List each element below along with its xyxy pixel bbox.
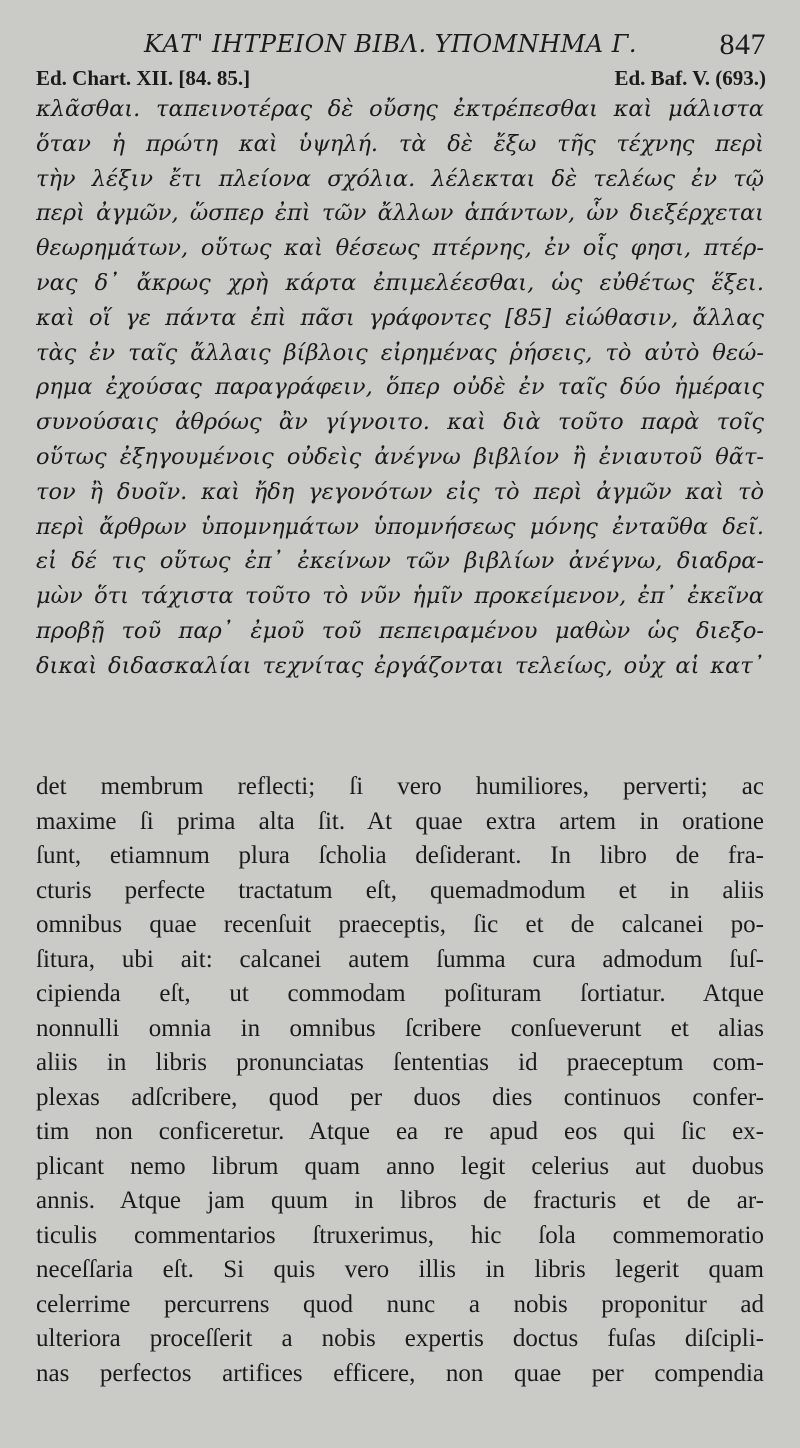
greek-line: νας δ᾽ ἄκρως χρὴ κάρτα ἐπιμελέεσθαι, ὡς εὐθέτως ἕξει.: [36, 269, 764, 296]
latin-line: nas perfectos artifices efficere, non quae per compendia: [36, 1359, 764, 1387]
greek-line: οὕτως ἐξηγουμένοις οὐδεὶς ἀνέγνω βιβλίον ἢ ἐνιαυτοῦ θᾶτ-: [36, 443, 764, 470]
latin-line: det membrum reflecti; ſi vero humiliores, perverti; ac: [36, 773, 764, 800]
latin-line: ſitura, ubi ait: calcanei autem ſumma cura admodum ſuſ-: [36, 945, 764, 973]
latin-line: ſunt, etiamnum plura ſcholia deſiderant. In libro de fra-: [36, 842, 764, 869]
greek-line: κλᾶσθαι. ταπεινοτέρας δὲ οὔσης ἐκτρέπεσθαι καὶ μάλιστα: [36, 96, 764, 122]
edition-left: Ed. Chart. XII. [84. 85.]: [36, 66, 251, 90]
greek-line: τὰς ἐν ταῖς ἄλλαις βίβλοις εἰρημένας ῥήσεις, τὸ αὐτὸ θεώ-: [36, 339, 764, 366]
latin-line: cipienda eſt, ut commodam poſituram ſortiatur. Atque: [36, 980, 764, 1007]
latin-text-block: [36, 770, 764, 1391]
greek-line: μὼν ὅτι τάχιστα τοῦτο τὸ νῦν ἡμῖν προκείμενον, ἐπ᾽ ἐκεῖνα: [36, 583, 764, 610]
greek-line: προβῇ τοῦ παρ᾽ ἐμοῦ τοῦ πεπειραμένου μαθὼν ὡς διεξο-: [36, 617, 764, 644]
greek-line: τον ἢ δυοῖν. καὶ ἤδη γεγονότων εἰς τὸ περὶ ἀγμῶν καὶ τὸ: [36, 478, 764, 505]
latin-line: annis. Atque jam quum in libros de fracturis et de ar-: [36, 1187, 764, 1214]
greek-text-block: [36, 92, 764, 684]
latin-line: aliis in libris pronunciatas ſententias id praeceptum com-: [36, 1049, 764, 1076]
greek-line: περὶ ἀγμῶν, ὥσπερ ἐπὶ τῶν ἄλλων ἁπάντων, ὧν διεξέρχεται: [36, 200, 764, 227]
greek-line: θεωρημάτων, οὕτως καὶ θέσεως πτέρνης, ἐν οἷς φησι, πτέρ-: [36, 235, 764, 262]
page-number: 847: [719, 28, 766, 61]
latin-line: plicant nemo librum quam anno legit celerius aut duobus: [36, 1152, 764, 1180]
latin-line: cturis perfecte tractatum eſt, quemadmodum et in aliis: [36, 876, 764, 904]
running-title: ΚΑΤ' ΙΗΤΡΕΙΟΝ ΒΙΒΛ. ΥΠΟΜΝΗΜΑ Γ.: [144, 30, 637, 58]
latin-line: celerrime percurrens quod nunc a nobis proponitur ad: [36, 1290, 764, 1318]
greek-line: δικαὶ διδασκαλίαι τεχνίτας ἐργάζονται τελείως, οὐχ αἱ κατ᾽: [36, 652, 764, 679]
latin-line: nonnulli omnia in omnibus ſcribere conſueverunt et alias: [36, 1014, 764, 1042]
latin-line: neceſſaria eſt. Si quis vero illis in libris legerit quam: [36, 1256, 764, 1283]
latin-line: omnibus quae recenſuit praeceptis, ſic et de calcanei po-: [36, 911, 764, 938]
greek-line: τὴν λέξιν ἔτι πλείονα σχόλια. λέλεκται δὲ τελέως ἐν τῷ: [36, 165, 764, 192]
latin-line: maxime ſi prima alta ſit. At quae extra artem in oratione: [36, 807, 764, 835]
latin-line: tim non conficeretur. Atque ea re apud eos qui ſic ex-: [36, 1118, 764, 1145]
greek-line: ρημα ἐχούσας παραγράφειν, ὅπερ οὐδὲ ἐν ταῖς δύο ἡμέραις: [36, 374, 764, 401]
greek-line: συνούσαις ἀθρόως ἂν γίγνοιτο. καὶ διὰ τοῦτο παρὰ τοῖς: [36, 409, 764, 436]
running-head: [36, 28, 766, 64]
greek-line: περὶ ἄρθρων ὑπομνημάτων ὑπομνήσεως μόνης ἐνταῦθα δεῖ.: [36, 513, 764, 540]
edition-line: [36, 66, 766, 94]
latin-line: ticulis commentarios ſtruxerimus, hic ſola commemoratio: [36, 1221, 764, 1249]
latin-line: plexas adſcribere, quod per duos dies continuos confer-: [36, 1083, 764, 1111]
greek-line: εἰ δέ τις οὕτως ἐπ᾽ ἐκείνων τῶν βιβλίων ἀνέγνω, διαδρα-: [36, 548, 764, 575]
latin-line: ulteriora proceſſerit a nobis expertis doctus fuſas diſcipli-: [36, 1325, 764, 1352]
greek-line: ὅταν ἡ πρώτη καὶ ὑψηλή. τὰ δὲ ἔξω τῆς τέχνης περὶ: [36, 130, 764, 157]
greek-line: καὶ οἵ γε πάντα ἐπὶ πᾶσι γράφοντες [85] εἰώθασιν, ἄλλας: [36, 304, 764, 331]
edition-right: Ed. Baf. V. (693.): [614, 66, 766, 90]
